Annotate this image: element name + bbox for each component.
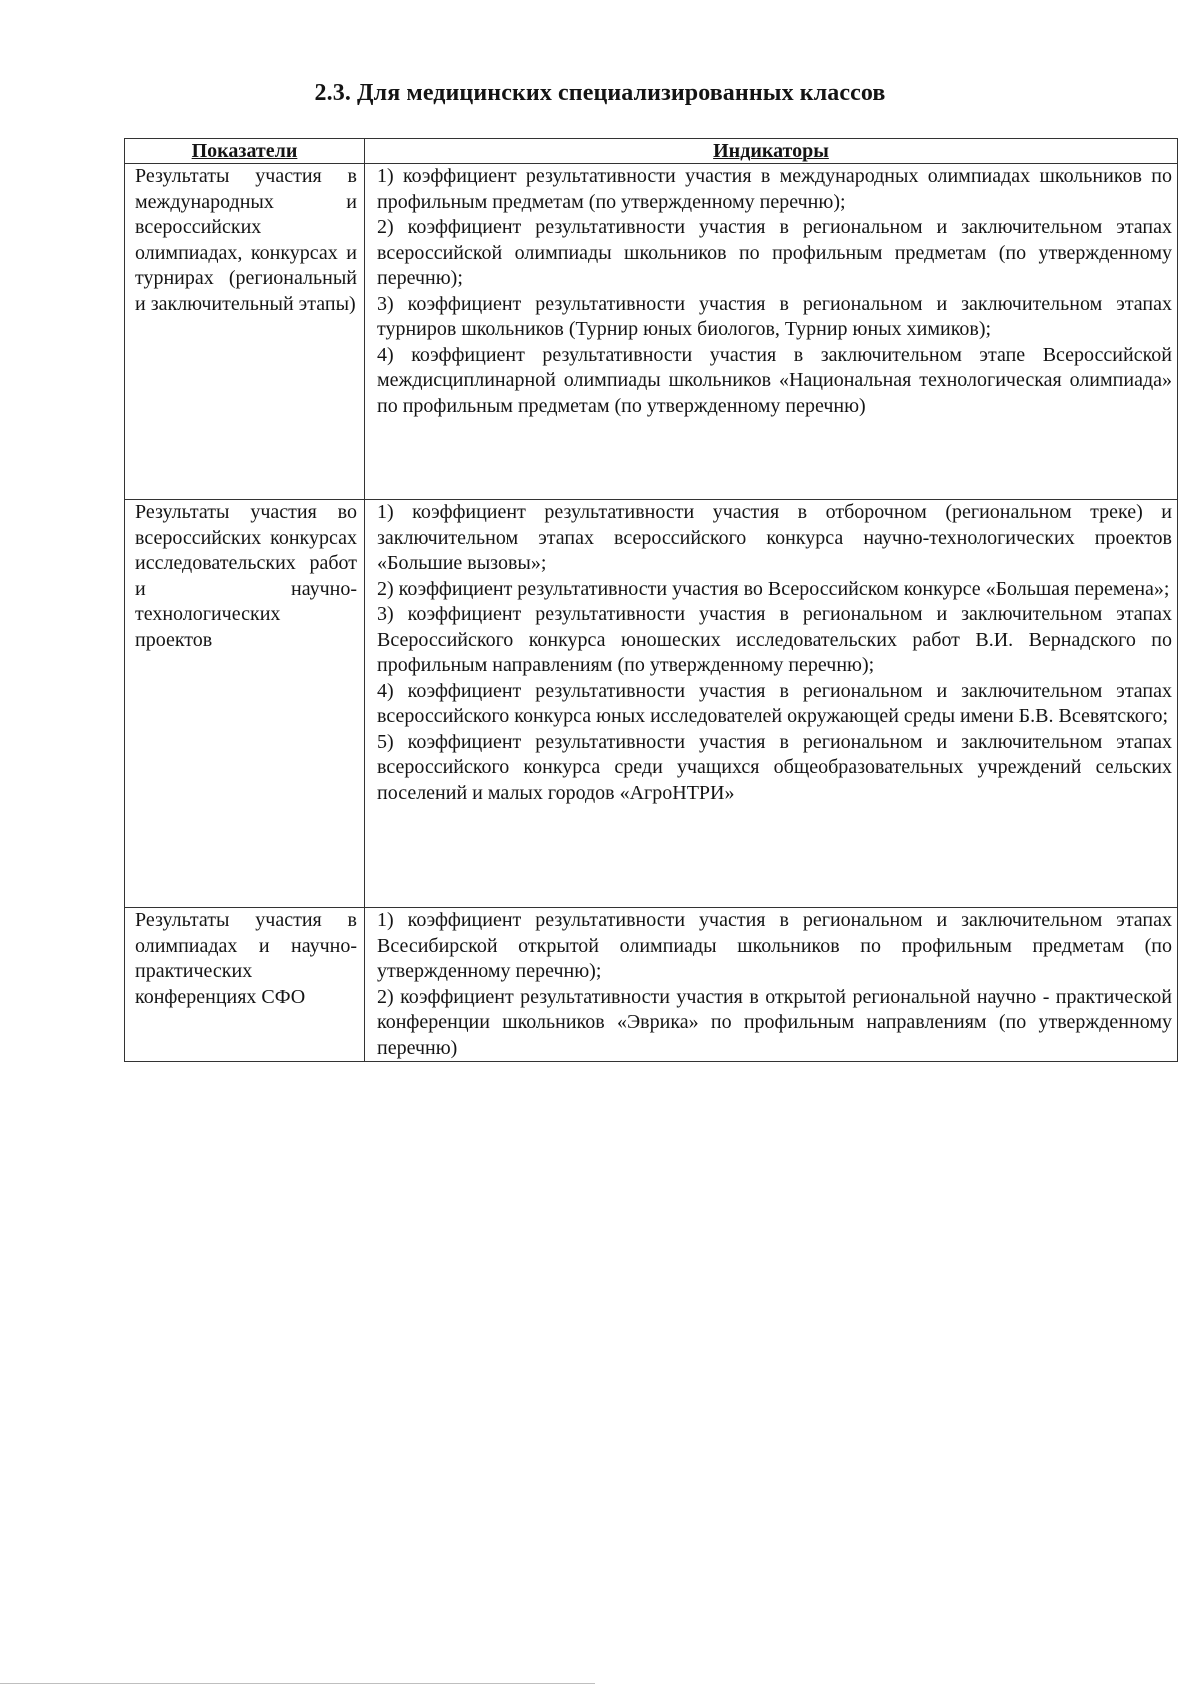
indicator-cell: Результаты участия в олимпиадах и научно-практических конференциях СФО xyxy=(125,908,365,1062)
indicator-item: 1) коэффициент результативности участия в региональном и заключительном этапах Всесибирской открытой олимпиады школьников по профильным предметам (по утвержденному перечню); xyxy=(377,909,1172,982)
indicators-table xyxy=(124,138,1178,1062)
indicator-cell: Результаты участия во всероссийских конкурсах исследовательских работ и научно-технологических проектов xyxy=(125,500,365,908)
table-row xyxy=(125,500,1178,908)
indicator-item: 4) коэффициент результативности участия в заключительном этапе Всероссийской междисциплинарной олимпиады школьников «Национальная технологическая олимпиада» по профильным предметам (по утвержденному перечню) xyxy=(377,343,1172,417)
indicator-item: 1) коэффициент результативности участия в международных олимпиадах школьников по профильным предметам (по утвержденному перечню); xyxy=(377,165,1172,213)
scan-edge-line xyxy=(0,1683,595,1684)
indicator-item: 4) коэффициент результативности участия в региональном и заключительном этапах всероссийского конкурса юных исследователей окружающей среды имени Б.В. Всевятского; xyxy=(377,679,1172,727)
indicator-item: 3) коэффициент результативности участия в региональном и заключительном этапах Всероссийского конкурса юношеских исследовательских работ В.И. Вернадского по профильным направлениям (по утвержденному перечню); xyxy=(377,603,1172,676)
indicator-item: 2) коэффициент результативности участия во Всероссийском конкурсе «Большая перемена»; xyxy=(377,577,1170,600)
header-metrics-col: Индикаторы xyxy=(365,139,1178,164)
table-row xyxy=(125,164,1178,500)
header-indicators-col: Показатели xyxy=(125,139,365,164)
indicator-items-cell xyxy=(365,164,1178,500)
indicator-item: 1) коэффициент результативности участия в отборочном (региональном треке) и заключительном этапах всероссийского конкурса научно-технологических проектов «Большие вызовы»; xyxy=(377,501,1172,574)
indicator-cell: Результаты участия в международных и всероссийских олимпиадах, конкурсах и турнирах (региональный и заключительный этапы) xyxy=(125,164,365,500)
indicator-items-cell xyxy=(365,908,1178,1062)
indicator-items-cell xyxy=(365,500,1178,908)
table-row xyxy=(125,908,1178,1062)
indicator-item: 2) коэффициент результативности участия в региональном и заключительном этапах всероссийской олимпиады школьников по профильным предметам (по утвержденному перечню); xyxy=(377,216,1172,289)
table-header-row xyxy=(125,139,1178,164)
indicator-item: 5) коэффициент результативности участия в региональном и заключительном этапах всероссийского конкурса среди учащихся общеобразовательных учреждений сельских поселений и малых городов «АгроНТРИ» xyxy=(377,730,1172,804)
indicator-item: 2) коэффициент результативности участия в открытой региональной научно - практической конференции школьников «Эврика» по профильным направлениям (по утвержденному перечню) xyxy=(377,985,1172,1059)
indicator-item: 3) коэффициент результативности участия в региональном и заключительном этапах турниров школьников (Турнир юных биологов, Турнир юных химиков); xyxy=(377,292,1172,340)
document-title: 2.3. Для медицинских специализированных классов xyxy=(314,80,886,106)
